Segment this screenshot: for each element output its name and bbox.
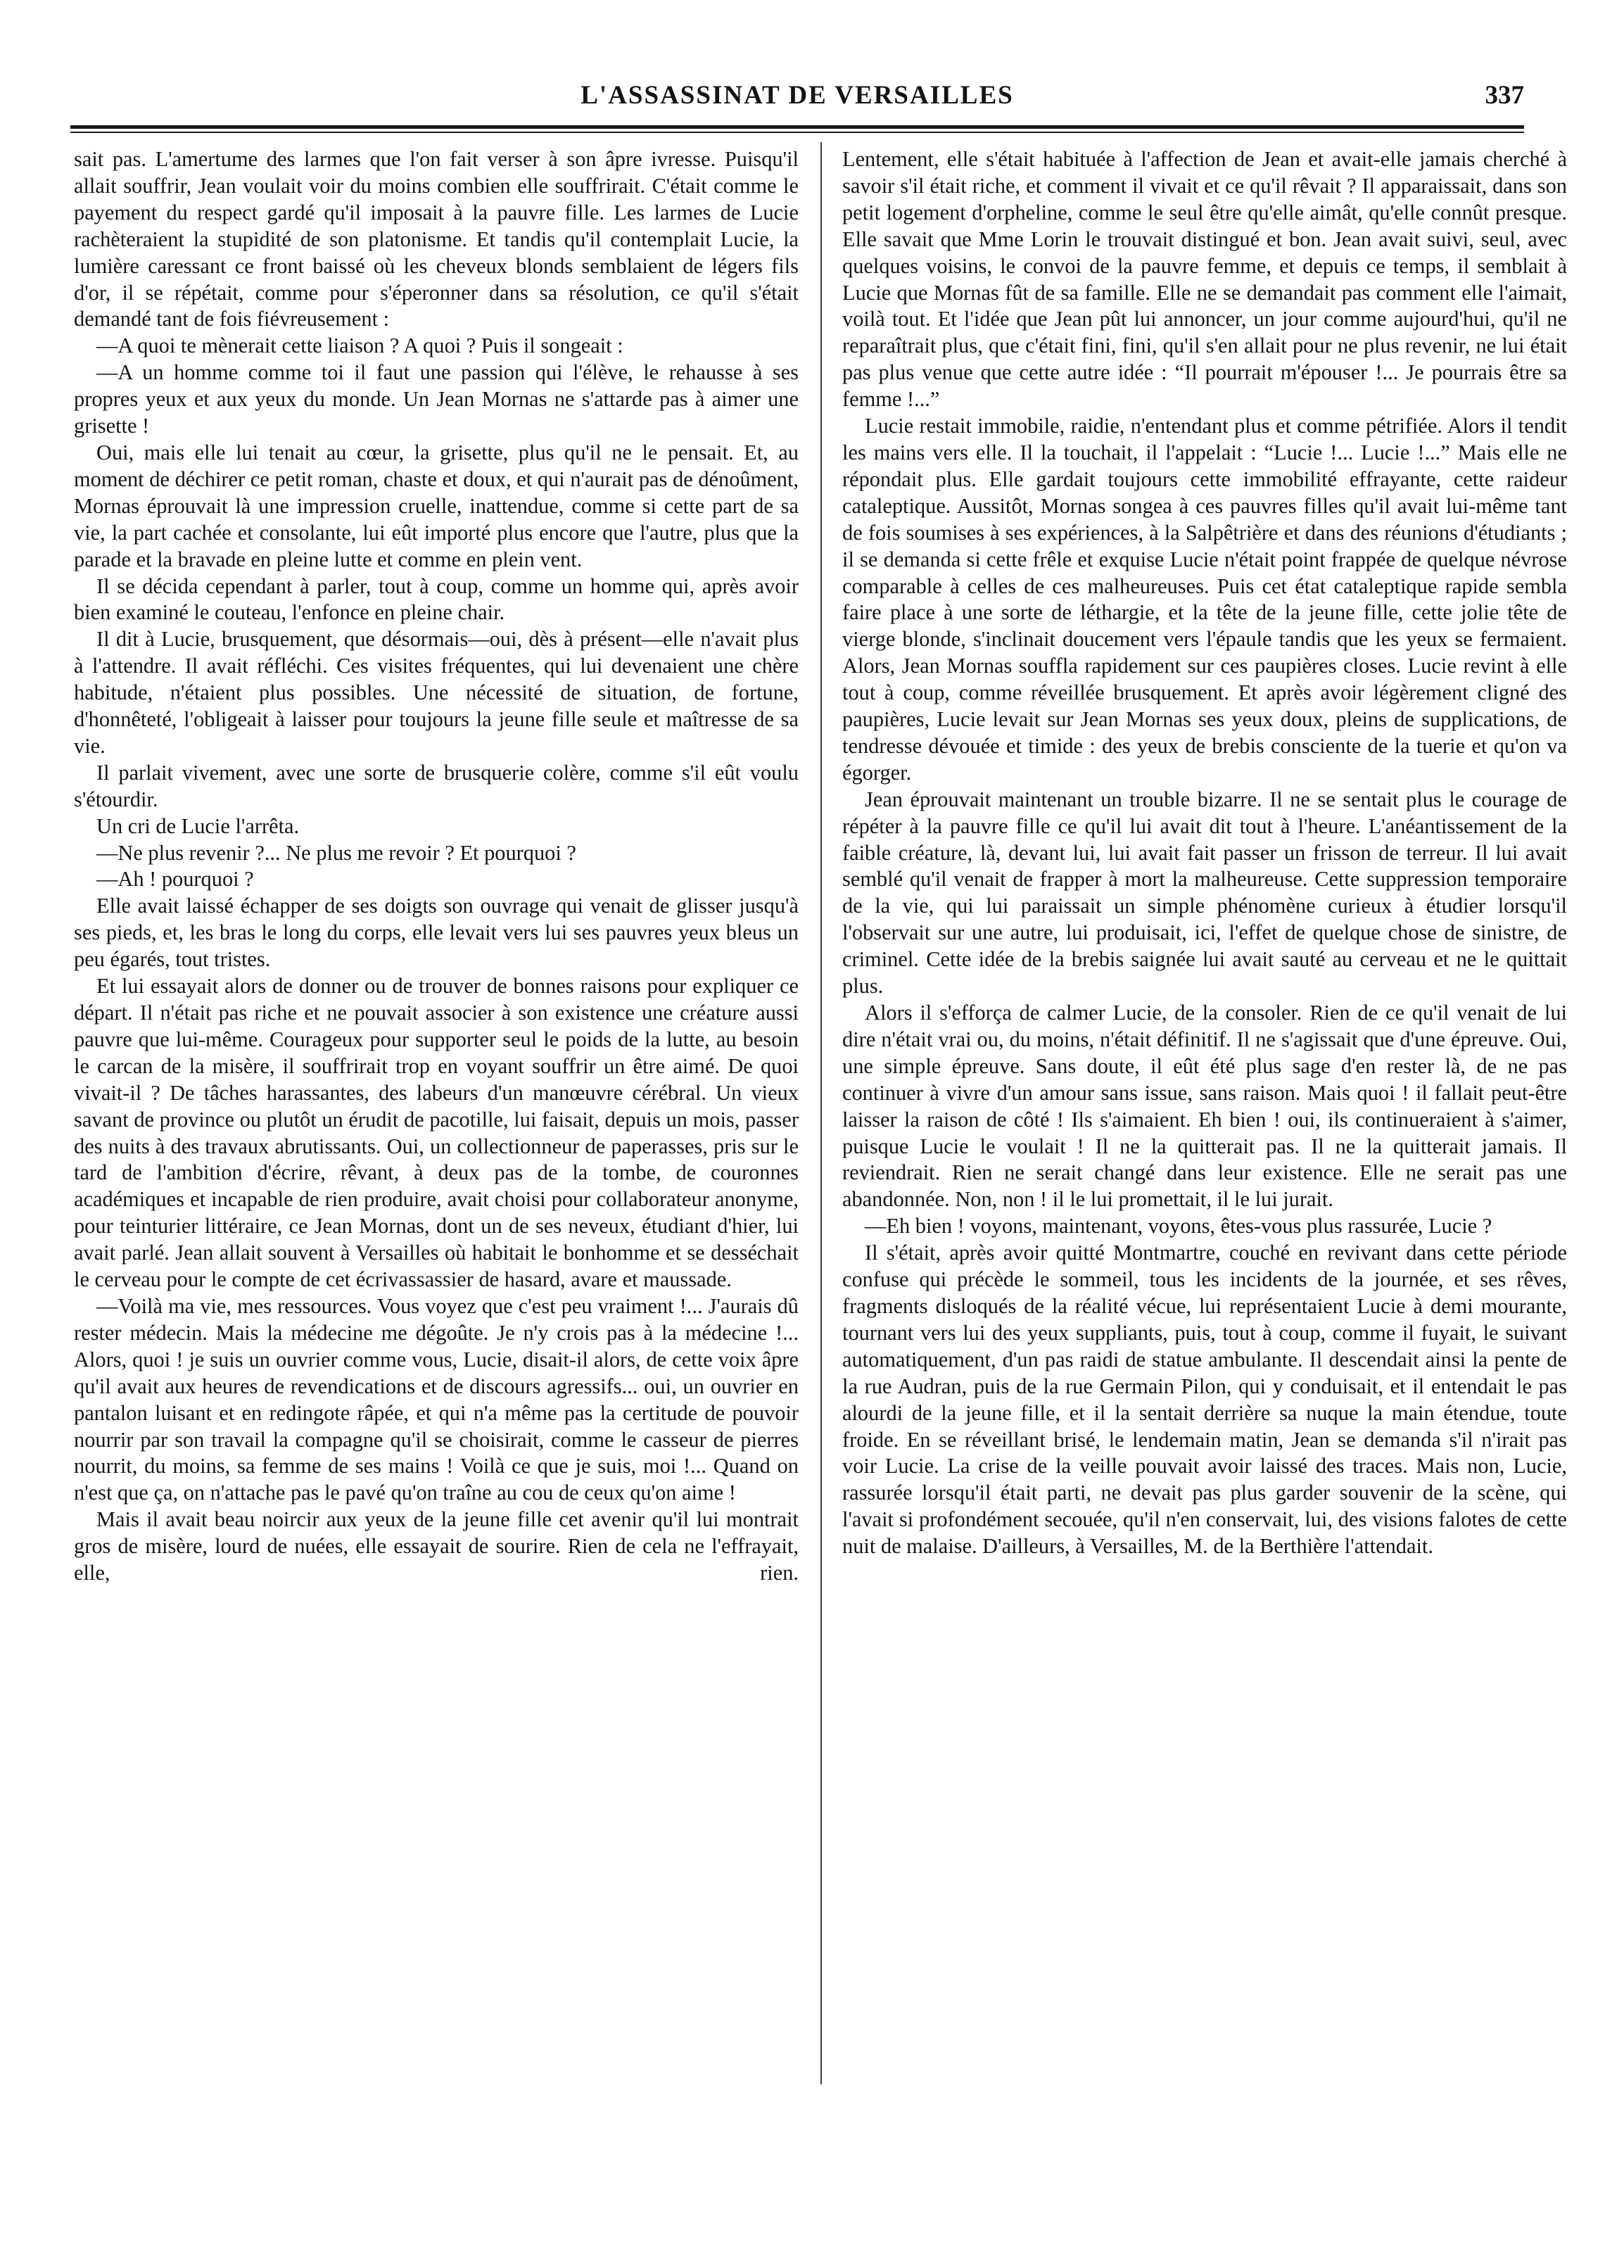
paragraph: —Ah ! pourquoi ? [96, 867, 254, 892]
paragraph: —Ne plus revenir ?... Ne plus me revoir ? Et pourquoi ? [96, 840, 576, 865]
paragraph: Elle avait laissé échapper de ses doigts son ouvrage qui venait de glisser jusqu'à ses pieds, et, les bras le long du corps, elle levait vers lui ses pauvres yeux bleus un peu égarés, tout tristes. [74, 894, 799, 972]
paragraph: Lucie restait immobile, raidie, n'entendant plus et comme pétrifiée. Alors il tendit les mains vers elle. Il la touchait, il l'appelait : “Lucie !... Lucie !...” Mais elle ne répondait plus. Elle gardait toujours cette immobilité effrayante, cette raideur cataleptique. Aussitôt, Mornas songea à ces pauvres filles qu'il avait lui-même tant de fois soumises à ses expériences, à la Salpêtrière et dans des réunions d'étudiants ; il se demanda si cette frêle et exquise Lucie n'était point frappée de quelque névrose comparable à celles de ces malheureuses. Puis cet état cataleptique rapide sembla faire place à une sorte de léthargie, et la tête de la jeune fille, cette jolie tête de vierge blonde, s'inclinait doucement vers l'épaule tandis que les yeux se fermaient. Alors, Jean Mornas souffla rapidement sur ces paupières closes. Lucie revint à elle tout à coup, comme réveillée brusquement. Et après avoir légèrement cligné des paupières, Lucie levait sur Jean Mornas ses yeux doux, pleins de supplications, de tendresse dévouée et timide : des yeux de brebis consciente de la tuerie et qu'on va égorger. [842, 414, 1567, 785]
paragraph: Et lui essayait alors de donner ou de trouver de bonnes raisons pour expliquer ce départ. Il n'était pas riche et ne pouvait associer à son existence une créature aussi pauvre que lui-même. Courageux pour supporter seul le poids de la lutte, au besoin le carcan de la misère, il souffrirait trop en voyant souffrir un être aimé. De quoi vivait-il ? De tâches harassantes, des labeurs d'un manœuvre cérébral. Un vieux savant de province ou plutôt un érudit de pacotille, lui faisait, depuis un mois, passer des nuits à des travaux abrutissants. Oui, un collectionneur de paperasses, pris sur le tard de l'ambition d'écrire, rêvant, à deux pas de la tombe, de couronnes académiques et incapable de rien produire, avait choisi pour collaborateur anonyme, pour teinturier littéraire, ce Jean Mornas, dont un de ses neveux, étudiant d'hier, lui avait parlé. Jean allait souvent à Versailles où habitait le bonhomme et se desséchait le cerveau pour le compte de cet écrivassassier de hasard, avare et maussade. [74, 974, 799, 1292]
paragraph: Il se décida cependant à parler, tout à coup, comme un homme qui, après avoir bien examiné le couteau, l'enfonce en pleine chair. [74, 574, 799, 625]
paragraph: Il s'était, après avoir quitté Montmartre, couché en revivant dans cette période confuse qui précède le sommeil, tous les incidents de la journée, et ses rêves, fragments disloqués de la réalité vécue, lui représentaient Lucie à demi mourante, tournant vers lui des yeux suppliants, puis, tout à coup, comme il fuyait, le suivant automatiquement, d'un pas raidi de statue ambulante. Il descendait ainsi la pente de la rue Audran, puis de la rue Germain Pilon, qui y conduisait, et il entendait le pas alourdi de la jeune fille, et il la sentait derrière sa nuque la main étendue, toute froide. En se réveillant brisé, le lendemain matin, Jean se demanda s'il n'irait pas voir Lucie. La crise de la veille pouvait avoir laissé des traces. Mais non, Lucie, rassurée lorsqu'il était parti, ne devait pas plus garder souvenir de la scène, qui l'avait si profondément secouée, qu'il n'en conservait, lui, des visions falotes de cette nuit de malaise. D'ailleurs, à Versailles, M. de la Berthière l'attendait. [842, 1241, 1567, 1559]
paragraph: —Voilà ma vie, mes ressources. Vous voyez que c'est peu vraiment !... J'aurais dû rester médecin. Mais la médecine me dégoûte. Je n'y crois pas à la médecine !... Alors, quoi ! je suis un ouvrier comme vous, Lucie, disait-il alors, de cette voix âpre qu'il avait aux heures de revendications et de discours agressifs... oui, un ouvrier en pantalon luisant et en redingote râpée, et qui n'a même pas la certitude de pouvoir nourrir par son travail la compagne qu'il se choisirait, comme le casseur de pierres nourrit, du moins, sa femme de ses mains ! Voilà ce que je suis, moi !... Quand on n'est que ça, on n'attache pas le pavé qu'on traîne au cou de ceux qu'on aime ! [74, 1293, 799, 1505]
header-rule-thin [70, 132, 1524, 133]
header-rule-thick [70, 125, 1524, 129]
paragraph: Oui, mais elle lui tenait au cœur, la grisette, plus qu'il ne le pensait. Et, au moment de déchirer ce petit roman, chaste et doux, et qui n'aurait pas de dénoûment, Mornas éprouvait là une impression cruelle, inattendue, comme si cette part de sa vie, la part cachée et consolante, lui eût importé plus encore que l'autre, plus que la parade et la bravade en pleine lutte et comme en plein vent. [74, 440, 799, 571]
paragraph: Jean éprouvait maintenant un trouble bizarre. Il ne se sentait plus le courage de répéter à la pauvre fille ce qu'il lui avait dit tout à l'heure. L'anéantissement de la faible créature, là, devant lui, lui avait fait passer un frisson de terreur. Il lui avait semblé qu'il venait de frapper à mort la malheureuse. Cette suppression temporaire de la vie, qui lui paraissait un simple phénomène curieux à étudier lorsqu'il l'observait sur une autre, lui produisait, ici, l'effet de quelque chose de sinistre, de criminel. Cette idée de la brebis saignée lui avait sauté au cerveau et ne le quittait plus. [842, 787, 1567, 999]
paragraph: —A un homme comme toi il faut une passion qui l'élève, le rehausse à ses propres yeux et aux yeux du monde. Un Jean Mornas ne s'attarde pas à aimer une grisette ! [74, 360, 799, 438]
right-column [842, 146, 1567, 1560]
left-column [74, 146, 799, 1587]
paragraph: —Eh bien ! voyons, maintenant, voyons, êtes-vous plus rassurée, Lucie ? [865, 1214, 1492, 1238]
paragraph: Un cri de Lucie l'arrêta. [96, 813, 300, 838]
paragraph: —A quoi te mènerait cette liaison ? A quoi ? Puis il songeait : [96, 334, 623, 358]
paragraph: Il dit à Lucie, brusquement, que désormais—oui, dès à présent—elle n'avait plus à l'attendre. Il avait réfléchi. Ces visites fréquentes, qui lui devenaient une chère habitude, n'étaient plus possibles. Une nécessité de situation, de fortune, d'honnêteté, l'obligeait à laisser pour toujours la jeune fille seule et maîtresse de sa vie. [74, 627, 799, 758]
paragraph: Lentement, elle s'était habituée à l'affection de Jean et avait-elle jamais cherché à savoir s'il était riche, et comment il vivait et ce qu'il rêvait ? Il apparaissait, dans son petit logement d'orpheline, comme le seul être qu'elle aimât, qu'elle connût presque. Elle savait que Mme Lorin le trouvait distingué et bon. Jean avait suivi, seul, avec quelques voisins, le convoi de la pauvre femme, et depuis ce temps, il semblait à Lucie que Mornas fût de sa famille. Elle ne se demandait pas comment elle l'aimait, voilà tout. Et l'idée que Jean pût lui annoncer, un jour comme aujourd'hui, qu'il ne reparaîtrait plus, que c'était fini, fini, qu'il s'en allait pour ne plus revenir, ne lui était pas plus venue que cette autre idée : “Il pourrait m'épouser !... Je pourrais être sa femme !...” [842, 147, 1567, 412]
page-header [70, 73, 1524, 122]
paragraph: Mais il avait beau noircir aux yeux de la jeune fille cet avenir qu'il lui montrait gros de misère, lourd de nuées, elle essayait de sourire. Rien de cela ne l'effrayait, elle, rien. [74, 1507, 799, 1585]
paragraph: Il parlait vivement, avec une sorte de brusquerie colère, comme s'il eût voulu s'étourdir. [74, 760, 799, 811]
running-title: L'ASSASSINAT DE VERSAILLES [581, 81, 1014, 110]
column-divider [820, 142, 822, 2084]
paragraph: Alors il s'efforça de calmer Lucie, de la consoler. Rien de ce qu'il venait de lui dire n'était vrai ou, du moins, n'était définitif. Il ne s'agissait que d'une épreuve. Oui, une simple épreuve. Sans doute, il eût été plus sage d'en rester là, de ne pas continuer à vivre d'un amour sans issue, sans raison. Mais quoi ! il fallait peut-être laisser la raison de côté ! Ils s'aimaient. Eh bien ! oui, ils continueraient à s'aimer, puisque Lucie le voulait ! Il ne la quitterait pas. Il ne la quitterait jamais. Il reviendrait. Rien ne serait changé dans leur existence. Elle ne serait pas une abandonnée. Non, non ! il le lui promettait, il le lui jurait. [842, 1001, 1567, 1212]
paragraph: sait pas. L'amertume des larmes que l'on fait verser à son âpre ivresse. Puisqu'il allait souffrir, Jean voulait voir du moins combien elle souffrirait. C'était comme le payement du respect gardé qu'il imposait à la pauvre fille. Les larmes de Lucie rachèteraient la stupidité de son platonisme. Et tandis qu'il contemplait Lucie, la lumière caressant ce front baissé où les cheveux blonds semblaient de légers fils d'or, il se répétait, comme pour s'éperonner dans sa résolution, ce qu'il s'était demandé tant de fois fiévreusement : [74, 147, 799, 331]
page-number: 337 [1485, 81, 1524, 110]
